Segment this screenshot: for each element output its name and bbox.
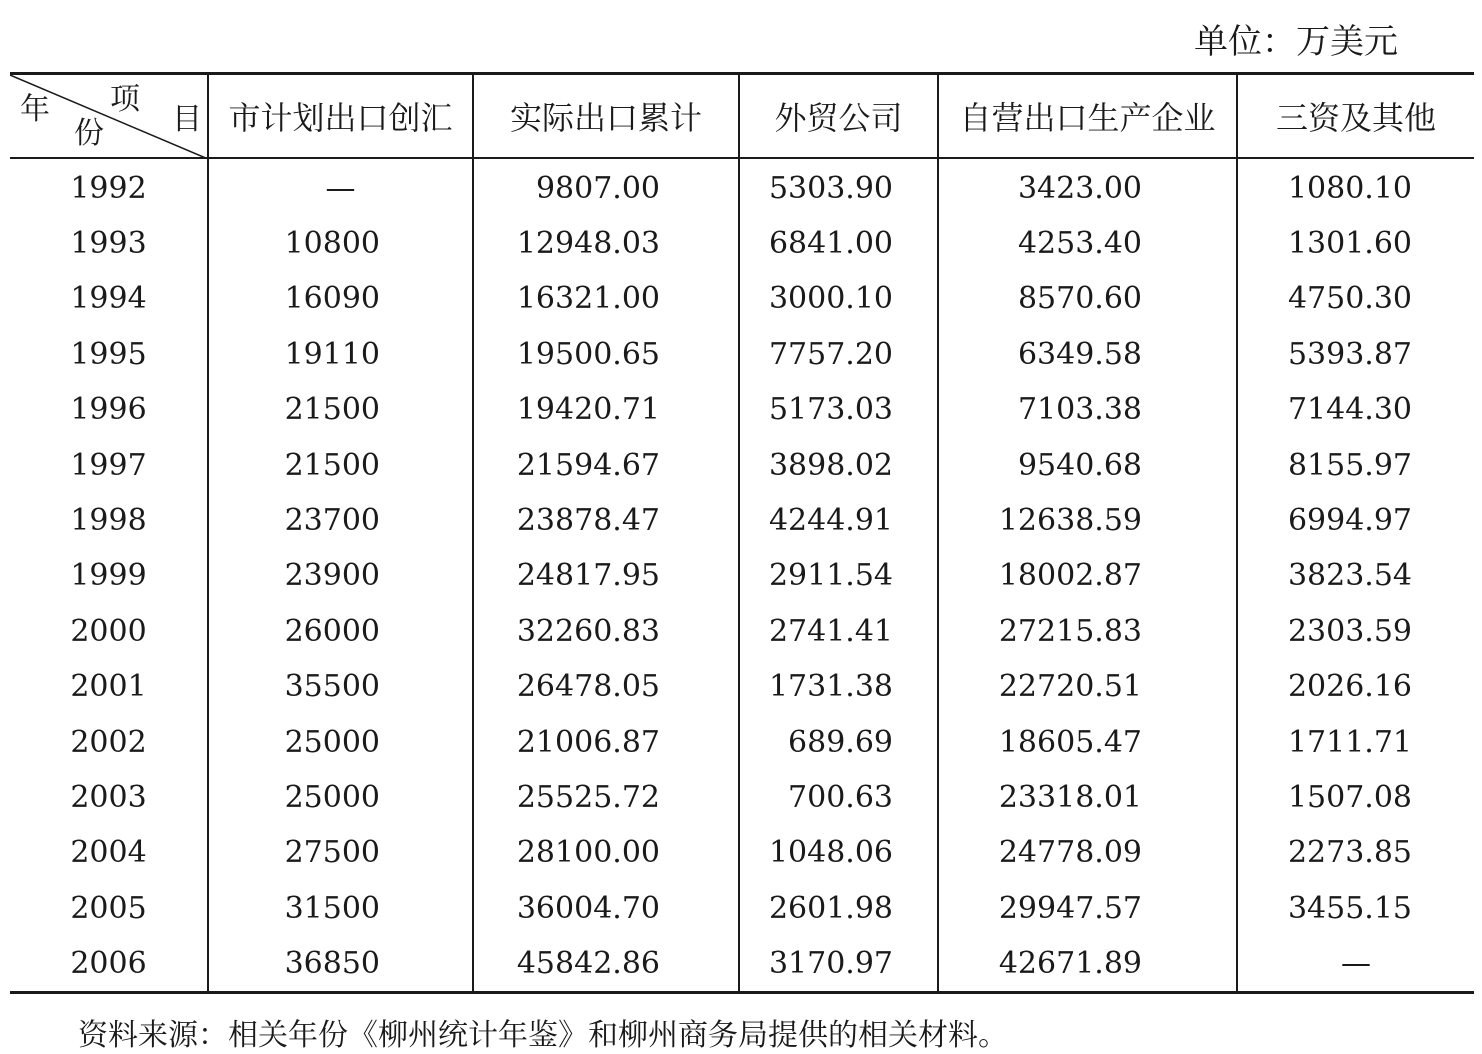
column-header-plan: 市计划出口创汇: [208, 74, 473, 158]
value-cell-actual: 32260.83: [473, 604, 739, 659]
value-cell-foreign-invested: 2303.59: [1237, 604, 1474, 659]
value-cell-foreign-invested: 1080.10: [1237, 158, 1474, 216]
value-cell-plan: 25000: [208, 714, 473, 769]
table-row: [10, 604, 1474, 659]
value-cell-actual: 21006.87: [473, 714, 739, 769]
value-cell-plan: 31500: [208, 881, 473, 936]
value-cell-trade-companies: 5303.90: [739, 158, 938, 216]
value-cell-trade-companies: 3000.10: [739, 271, 938, 326]
value-cell-actual: 36004.70: [473, 881, 739, 936]
table-row: [10, 382, 1474, 437]
value-cell-self-export: 18002.87: [938, 548, 1237, 603]
value-cell-trade-companies: 1731.38: [739, 659, 938, 714]
value-cell-self-export: 27215.83: [938, 604, 1237, 659]
value-cell-actual: 19420.71: [473, 382, 739, 437]
year-cell: 1995: [70, 336, 147, 372]
value-cell-foreign-invested: 4750.30: [1237, 271, 1474, 326]
value-cell-self-export: 24778.09: [938, 825, 1237, 880]
year-cell: 2001: [70, 669, 147, 705]
value-cell-plan: 26000: [208, 604, 473, 659]
value-cell-foreign-invested: 1507.08: [1237, 770, 1474, 825]
value-cell-plan: 19110: [208, 327, 473, 382]
value-cell-foreign-invested: 6994.97: [1237, 493, 1474, 548]
value-cell-self-export: 6349.58: [938, 327, 1237, 382]
table-row: [10, 714, 1474, 769]
year-cell: 1999: [70, 558, 147, 594]
value-cell-self-export: 42671.89: [938, 936, 1237, 993]
year-cell: 1998: [70, 503, 147, 539]
value-cell-trade-companies: 6841.00: [739, 216, 938, 271]
value-cell-actual: 25525.72: [473, 770, 739, 825]
table-row: [10, 158, 1474, 216]
value-cell-plan: 16090: [208, 271, 473, 326]
corner-item-label-char-1: 项: [110, 82, 140, 117]
header-row: [10, 74, 1474, 158]
value-cell-trade-companies: 5173.03: [739, 382, 938, 437]
value-cell-trade-companies: 3170.97: [739, 936, 938, 993]
value-cell-trade-companies: 2911.54: [739, 548, 938, 603]
value-cell-trade-companies: 2741.41: [739, 604, 938, 659]
corner-item-label-char-2: 目: [172, 102, 202, 137]
value-cell-self-export: 18605.47: [938, 714, 1237, 769]
value-cell-self-export: 4253.40: [938, 216, 1237, 271]
value-cell-trade-companies: 3898.02: [739, 437, 938, 492]
value-cell-actual: 23878.47: [473, 493, 739, 548]
table-row: [10, 770, 1474, 825]
value-cell-self-export: 29947.57: [938, 881, 1237, 936]
value-cell-plan: —: [208, 158, 473, 216]
value-cell-plan: 35500: [208, 659, 473, 714]
value-cell-foreign-invested: 2273.85: [1237, 825, 1474, 880]
year-cell: 2006: [10, 936, 208, 993]
year-cell: 2004: [70, 835, 147, 871]
value-cell-foreign-invested: 7144.30: [1237, 382, 1474, 437]
unit-label: 单位：万美元: [1194, 22, 1398, 62]
value-cell-foreign-invested: 5393.87: [1237, 327, 1474, 382]
value-cell-self-export: 22720.51: [938, 659, 1237, 714]
value-cell-trade-companies: 7757.20: [739, 327, 938, 382]
value-cell-trade-companies: 689.69: [739, 714, 938, 769]
value-cell-self-export: 23318.01: [938, 770, 1237, 825]
year-cell: 1994: [70, 281, 147, 317]
value-cell-foreign-invested: 1301.60: [1237, 216, 1474, 271]
table-row: [10, 936, 1474, 993]
column-header-self-export: 自营出口生产企业: [938, 74, 1237, 158]
year-cell: 2005: [70, 890, 147, 926]
year-cell: 1992: [70, 170, 147, 206]
value-cell-foreign-invested: 8155.97: [1237, 437, 1474, 492]
value-cell-actual: 21594.67: [473, 437, 739, 492]
value-cell-trade-companies: 1048.06: [739, 825, 938, 880]
value-cell-actual: 16321.00: [473, 271, 739, 326]
year-cell: 1997: [70, 447, 147, 483]
value-cell-plan: 25000: [208, 770, 473, 825]
value-cell-foreign-invested: 1711.71: [1237, 714, 1474, 769]
table-row: [10, 881, 1474, 936]
value-cell-actual: 9807.00: [473, 158, 739, 216]
table-row: [10, 548, 1474, 603]
value-cell-self-export: 12638.59: [938, 493, 1237, 548]
year-cell: 1993: [70, 226, 147, 262]
table-row: [10, 327, 1474, 382]
value-cell-actual: 28100.00: [473, 825, 739, 880]
value-cell-trade-companies: 2601.98: [739, 881, 938, 936]
value-cell-foreign-invested: 3455.15: [1237, 881, 1474, 936]
value-cell-self-export: 9540.68: [938, 437, 1237, 492]
value-cell-actual: 12948.03: [473, 216, 739, 271]
value-cell-plan: 27500: [208, 825, 473, 880]
value-cell-plan: 23900: [208, 548, 473, 603]
value-cell-plan: 36850: [208, 936, 473, 993]
value-cell-actual: 26478.05: [473, 659, 739, 714]
value-cell-self-export: 8570.60: [938, 271, 1237, 326]
export-data-table: [10, 72, 1474, 994]
corner-year-label-char-2: 份: [74, 116, 104, 151]
value-cell-actual: 19500.65: [473, 327, 739, 382]
column-header-trade-companies: 外贸公司: [739, 74, 938, 158]
value-cell-plan: 23700: [208, 493, 473, 548]
year-cell: 2000: [70, 613, 147, 649]
value-cell-self-export: 7103.38: [938, 382, 1237, 437]
year-cell: 2003: [70, 779, 147, 815]
value-cell-foreign-invested: 2026.16: [1237, 659, 1474, 714]
value-cell-actual: 24817.95: [473, 548, 739, 603]
value-cell-actual: 45842.86: [473, 936, 739, 993]
table-row: [10, 437, 1474, 492]
year-cell: 1996: [70, 392, 147, 428]
value-cell-foreign-invested: 3823.54: [1237, 548, 1474, 603]
corner-year-label-char-1: 年: [20, 92, 50, 127]
value-cell-foreign-invested: —: [1237, 936, 1474, 993]
year-cell: 2002: [70, 724, 147, 760]
table-row: [10, 493, 1474, 548]
column-header-foreign-invested: 三资及其他: [1237, 74, 1474, 158]
column-header-actual: 实际出口累计: [473, 74, 739, 158]
source-note: 资料来源：相关年份《柳州统计年鉴》和柳州商务局提供的相关材料。: [78, 1018, 1008, 1053]
table-row: [10, 271, 1474, 326]
value-cell-trade-companies: 700.63: [739, 770, 938, 825]
table-row: [10, 825, 1474, 880]
table-row: [10, 216, 1474, 271]
value-cell-plan: 21500: [208, 382, 473, 437]
value-cell-plan: 10800: [208, 216, 473, 271]
value-cell-self-export: 3423.00: [938, 158, 1237, 216]
value-cell-trade-companies: 4244.91: [739, 493, 938, 548]
value-cell-plan: 21500: [208, 437, 473, 492]
corner-header-cell: [10, 74, 208, 158]
table-row: [10, 659, 1474, 714]
